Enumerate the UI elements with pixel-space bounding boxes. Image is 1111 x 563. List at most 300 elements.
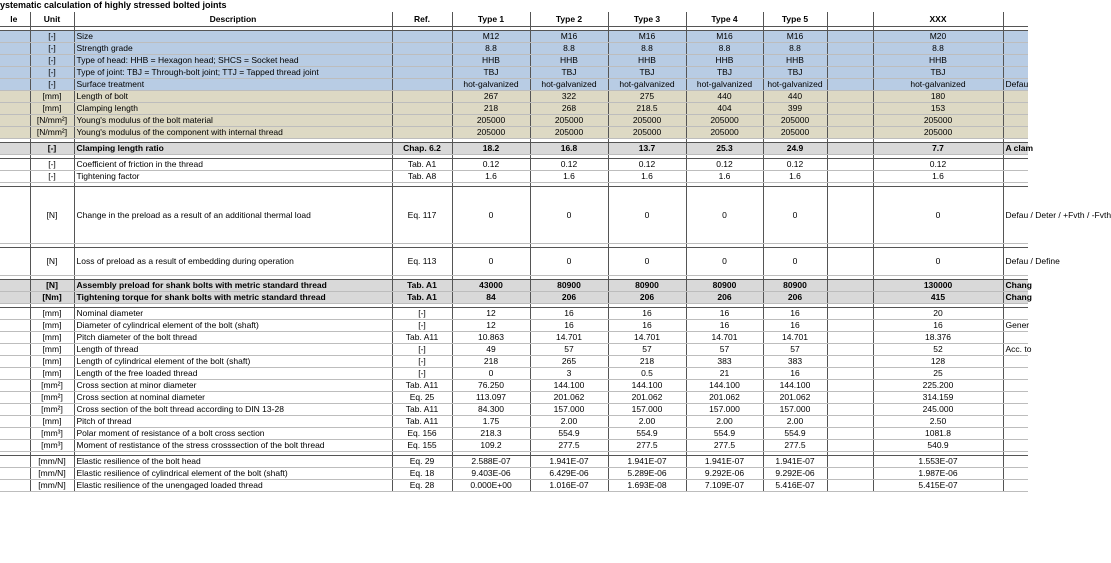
cell-ref[interactable]	[392, 115, 452, 127]
cell-type-5[interactable]: 277.5	[763, 440, 827, 452]
cell-type-1[interactable]: 84.300	[452, 404, 530, 416]
cell-col-gap[interactable]	[827, 79, 873, 91]
cell-type-4[interactable]: 201.062	[686, 392, 763, 404]
cell-col-a[interactable]	[0, 43, 30, 55]
cell-type-1[interactable]: M12	[452, 31, 530, 43]
cell-col-a[interactable]	[0, 159, 30, 171]
cell-type-4[interactable]: 9.292E-06	[686, 468, 763, 480]
cell-col-gap[interactable]	[827, 248, 873, 276]
cell-type-1[interactable]: 18.2	[452, 143, 530, 155]
cell-col-a[interactable]	[0, 368, 30, 380]
cell-type-2[interactable]: hot-galvanized	[530, 79, 608, 91]
cell-type-3[interactable]: 157.000	[608, 404, 686, 416]
cell-type-1[interactable]: 0	[452, 248, 530, 276]
cell-note[interactable]	[1003, 416, 1028, 428]
cell-note[interactable]	[1003, 159, 1028, 171]
cell-note[interactable]	[1003, 356, 1028, 368]
cell-xxx[interactable]: M20	[873, 31, 1003, 43]
cell-type-3[interactable]: 554.9	[608, 428, 686, 440]
cell-description[interactable]: Elastic resilience of the unengaged loaded thread	[74, 480, 392, 492]
header-ref[interactable]: Ref.	[392, 12, 452, 27]
cell-description[interactable]: Length of thread	[74, 344, 392, 356]
cell-ref[interactable]: Eq. 28	[392, 480, 452, 492]
cell-type-3[interactable]: 205000	[608, 115, 686, 127]
cell-ref[interactable]: Tab. A1	[392, 159, 452, 171]
header-unit[interactable]: Unit	[30, 12, 74, 27]
cell-col-a[interactable]	[0, 67, 30, 79]
cell-ref[interactable]	[392, 31, 452, 43]
cell-type-1[interactable]: 76.250	[452, 380, 530, 392]
cell-col-gap[interactable]	[827, 280, 873, 292]
cell-xxx[interactable]: 245.000	[873, 404, 1003, 416]
cell-type-3[interactable]: 0	[608, 248, 686, 276]
cell-ref[interactable]: [-]	[392, 356, 452, 368]
cell-type-1[interactable]: 113.097	[452, 392, 530, 404]
cell-type-3[interactable]: 0.5	[608, 368, 686, 380]
cell-xxx[interactable]: 5.415E-07	[873, 480, 1003, 492]
cell-col-gap[interactable]	[827, 55, 873, 67]
cell-description[interactable]: Cross section at nominal diameter	[74, 392, 392, 404]
header-xxx[interactable]: XXX	[873, 12, 1003, 27]
cell-type-3[interactable]: 16	[608, 320, 686, 332]
cell-xxx[interactable]: hot-galvanized	[873, 79, 1003, 91]
cell-type-5[interactable]: 16	[763, 308, 827, 320]
cell-type-2[interactable]: TBJ	[530, 67, 608, 79]
cell-type-4[interactable]: 0	[686, 187, 763, 244]
cell-type-3[interactable]: M16	[608, 31, 686, 43]
cell-unit[interactable]: [mm/N]	[30, 480, 74, 492]
cell-ref[interactable]	[392, 79, 452, 91]
cell-ref[interactable]: Eq. 155	[392, 440, 452, 452]
cell-type-1[interactable]: 0.12	[452, 159, 530, 171]
cell-type-3[interactable]: 0.12	[608, 159, 686, 171]
cell-type-2[interactable]: 57	[530, 344, 608, 356]
cell-ref[interactable]: Eq. 113	[392, 248, 452, 276]
cell-type-3[interactable]: 1.941E-07	[608, 456, 686, 468]
cell-ref[interactable]: Tab. A11	[392, 416, 452, 428]
cell-ref[interactable]	[392, 55, 452, 67]
cell-unit[interactable]: [N]	[30, 187, 74, 244]
cell-type-2[interactable]: 322	[530, 91, 608, 103]
cell-unit[interactable]: [N]	[30, 248, 74, 276]
cell-unit[interactable]: [N]	[30, 280, 74, 292]
cell-type-5[interactable]: 383	[763, 356, 827, 368]
cell-unit[interactable]: [-]	[30, 143, 74, 155]
cell-col-a[interactable]	[0, 115, 30, 127]
cell-unit[interactable]: [mm/N]	[30, 468, 74, 480]
cell-type-3[interactable]: HHB	[608, 55, 686, 67]
cell-type-5[interactable]: 206	[763, 292, 827, 304]
cell-type-4[interactable]: 144.100	[686, 380, 763, 392]
cell-type-4[interactable]: 8.8	[686, 43, 763, 55]
cell-type-2[interactable]: 8.8	[530, 43, 608, 55]
cell-ref[interactable]: Tab. A8	[392, 171, 452, 183]
cell-note[interactable]	[1003, 480, 1028, 492]
cell-type-4[interactable]: hot-galvanized	[686, 79, 763, 91]
cell-type-2[interactable]: 0.12	[530, 159, 608, 171]
cell-ref[interactable]: Eq. 117	[392, 187, 452, 244]
cell-ref[interactable]	[392, 67, 452, 79]
cell-type-2[interactable]: 205000	[530, 127, 608, 139]
cell-col-a[interactable]	[0, 143, 30, 155]
cell-type-3[interactable]: 16	[608, 308, 686, 320]
cell-type-1[interactable]: TBJ	[452, 67, 530, 79]
cell-type-2[interactable]: 206	[530, 292, 608, 304]
cell-type-3[interactable]: 205000	[608, 127, 686, 139]
cell-type-2[interactable]: 277.5	[530, 440, 608, 452]
cell-note[interactable]: Chang	[1003, 280, 1028, 292]
cell-xxx[interactable]: 0	[873, 248, 1003, 276]
cell-xxx[interactable]: 0	[873, 187, 1003, 244]
cell-type-4[interactable]: 57	[686, 344, 763, 356]
cell-note[interactable]	[1003, 440, 1028, 452]
cell-type-3[interactable]: 1.693E-08	[608, 480, 686, 492]
cell-description[interactable]: Surface treatment	[74, 79, 392, 91]
cell-description[interactable]: Loss of preload as a result of embedding during operation	[74, 248, 392, 276]
cell-col-gap[interactable]	[827, 43, 873, 55]
cell-type-2[interactable]: 14.701	[530, 332, 608, 344]
cell-type-2[interactable]: 16	[530, 308, 608, 320]
cell-description[interactable]: Tightening factor	[74, 171, 392, 183]
cell-type-2[interactable]: 6.429E-06	[530, 468, 608, 480]
cell-xxx[interactable]: 2.50	[873, 416, 1003, 428]
cell-type-5[interactable]: 9.292E-06	[763, 468, 827, 480]
cell-unit[interactable]: [mm]	[30, 103, 74, 115]
cell-type-5[interactable]: 0	[763, 248, 827, 276]
cell-type-5[interactable]: hot-galvanized	[763, 79, 827, 91]
cell-unit[interactable]: [mm]	[30, 368, 74, 380]
cell-unit[interactable]: [-]	[30, 31, 74, 43]
cell-type-1[interactable]: 267	[452, 91, 530, 103]
cell-unit[interactable]: [mm]	[30, 91, 74, 103]
cell-type-4[interactable]: 554.9	[686, 428, 763, 440]
cell-type-1[interactable]: 205000	[452, 115, 530, 127]
cell-description[interactable]: Type of joint: TBJ = Through-bolt joint; TTJ = Tapped thread joint	[74, 67, 392, 79]
cell-ref[interactable]	[392, 43, 452, 55]
cell-unit[interactable]: [Nm]	[30, 292, 74, 304]
cell-xxx[interactable]: 415	[873, 292, 1003, 304]
cell-type-2[interactable]: 205000	[530, 115, 608, 127]
cell-xxx[interactable]: 18.376	[873, 332, 1003, 344]
cell-note[interactable]	[1003, 368, 1028, 380]
cell-col-gap[interactable]	[827, 428, 873, 440]
cell-description[interactable]: Assembly preload for shank bolts with metric standard thread	[74, 280, 392, 292]
cell-unit[interactable]: [-]	[30, 43, 74, 55]
header-type-5[interactable]: Type 5	[763, 12, 827, 27]
cell-xxx[interactable]: 225.200	[873, 380, 1003, 392]
header-col-a[interactable]: le	[0, 12, 30, 27]
cell-col-gap[interactable]	[827, 456, 873, 468]
cell-type-5[interactable]: 205000	[763, 115, 827, 127]
cell-ref[interactable]: [-]	[392, 308, 452, 320]
header-col-gap[interactable]	[827, 12, 873, 27]
cell-type-5[interactable]: 201.062	[763, 392, 827, 404]
cell-col-a[interactable]	[0, 332, 30, 344]
cell-type-2[interactable]: 144.100	[530, 380, 608, 392]
cell-unit[interactable]: [mm²]	[30, 392, 74, 404]
cell-description[interactable]: Length of bolt	[74, 91, 392, 103]
cell-type-1[interactable]: 109.2	[452, 440, 530, 452]
cell-col-a[interactable]	[0, 320, 30, 332]
cell-ref[interactable]	[392, 127, 452, 139]
cell-col-gap[interactable]	[827, 171, 873, 183]
cell-type-3[interactable]: 5.289E-06	[608, 468, 686, 480]
cell-type-3[interactable]: 0	[608, 187, 686, 244]
cell-type-3[interactable]: 206	[608, 292, 686, 304]
cell-type-1[interactable]: 10.863	[452, 332, 530, 344]
cell-col-gap[interactable]	[827, 404, 873, 416]
cell-type-4[interactable]: 205000	[686, 127, 763, 139]
cell-col-gap[interactable]	[827, 332, 873, 344]
cell-type-1[interactable]: 1.6	[452, 171, 530, 183]
cell-type-3[interactable]: 275	[608, 91, 686, 103]
cell-type-4[interactable]: 7.109E-07	[686, 480, 763, 492]
cell-type-1[interactable]: 218	[452, 103, 530, 115]
header-type-1[interactable]: Type 1	[452, 12, 530, 27]
cell-type-2[interactable]: 0	[530, 187, 608, 244]
cell-ref[interactable]	[392, 103, 452, 115]
cell-col-gap[interactable]	[827, 380, 873, 392]
cell-xxx[interactable]: 180	[873, 91, 1003, 103]
cell-xxx[interactable]: 8.8	[873, 43, 1003, 55]
cell-type-4[interactable]: 383	[686, 356, 763, 368]
header-note[interactable]	[1003, 12, 1028, 27]
cell-ref[interactable]	[392, 91, 452, 103]
cell-description[interactable]: Moment of restistance of the stress crosssection of the bolt thread	[74, 440, 392, 452]
cell-ref[interactable]: [-]	[392, 320, 452, 332]
cell-type-1[interactable]: 84	[452, 292, 530, 304]
cell-type-1[interactable]: 218.3	[452, 428, 530, 440]
cell-type-2[interactable]: 16.8	[530, 143, 608, 155]
cell-description[interactable]: Strength grade	[74, 43, 392, 55]
cell-xxx[interactable]: 205000	[873, 115, 1003, 127]
cell-type-5[interactable]: 440	[763, 91, 827, 103]
cell-col-a[interactable]	[0, 404, 30, 416]
cell-type-4[interactable]: M16	[686, 31, 763, 43]
cell-type-3[interactable]: 57	[608, 344, 686, 356]
header-type-4[interactable]: Type 4	[686, 12, 763, 27]
cell-type-5[interactable]: 80900	[763, 280, 827, 292]
cell-type-4[interactable]: HHB	[686, 55, 763, 67]
cell-type-5[interactable]: 57	[763, 344, 827, 356]
cell-description[interactable]: Length of cylindrical element of the bolt (shaft)	[74, 356, 392, 368]
cell-type-3[interactable]: 8.8	[608, 43, 686, 55]
cell-col-gap[interactable]	[827, 91, 873, 103]
cell-description[interactable]: Diameter of cylindrical element of the bolt (shaft)	[74, 320, 392, 332]
cell-ref[interactable]: Chap. 6.2	[392, 143, 452, 155]
cell-type-5[interactable]: 0.12	[763, 159, 827, 171]
cell-type-4[interactable]: 1.941E-07	[686, 456, 763, 468]
cell-note[interactable]	[1003, 332, 1028, 344]
cell-col-a[interactable]	[0, 171, 30, 183]
cell-unit[interactable]: [-]	[30, 67, 74, 79]
cell-description[interactable]: Pitch diameter of the bolt thread	[74, 332, 392, 344]
cell-type-1[interactable]: hot-galvanized	[452, 79, 530, 91]
cell-unit[interactable]: [mm²]	[30, 380, 74, 392]
cell-type-2[interactable]: 554.9	[530, 428, 608, 440]
cell-type-2[interactable]: 265	[530, 356, 608, 368]
cell-type-2[interactable]: 80900	[530, 280, 608, 292]
cell-type-4[interactable]: 21	[686, 368, 763, 380]
cell-type-2[interactable]: 0	[530, 248, 608, 276]
cell-type-2[interactable]: 16	[530, 320, 608, 332]
cell-xxx[interactable]: 25	[873, 368, 1003, 380]
cell-type-2[interactable]: 1.016E-07	[530, 480, 608, 492]
cell-note[interactable]	[1003, 392, 1028, 404]
cell-type-2[interactable]: 1.941E-07	[530, 456, 608, 468]
cell-xxx[interactable]: 52	[873, 344, 1003, 356]
cell-type-4[interactable]: 16	[686, 308, 763, 320]
cell-note[interactable]	[1003, 456, 1028, 468]
cell-xxx[interactable]: 0.12	[873, 159, 1003, 171]
cell-xxx[interactable]: 205000	[873, 127, 1003, 139]
header-type-3[interactable]: Type 3	[608, 12, 686, 27]
cell-description[interactable]: Length of the free loaded thread	[74, 368, 392, 380]
cell-col-a[interactable]	[0, 468, 30, 480]
cell-col-a[interactable]	[0, 280, 30, 292]
cell-type-4[interactable]: 0.12	[686, 159, 763, 171]
cell-description[interactable]: Clamping length ratio	[74, 143, 392, 155]
cell-ref[interactable]: Eq. 18	[392, 468, 452, 480]
cell-col-gap[interactable]	[827, 67, 873, 79]
cell-xxx[interactable]: 7.7	[873, 143, 1003, 155]
cell-note[interactable]	[1003, 308, 1028, 320]
cell-type-4[interactable]: 2.00	[686, 416, 763, 428]
cell-xxx[interactable]: 314.159	[873, 392, 1003, 404]
cell-note[interactable]	[1003, 31, 1028, 43]
cell-ref[interactable]: Eq. 156	[392, 428, 452, 440]
cell-unit[interactable]: [mm³]	[30, 428, 74, 440]
cell-type-1[interactable]: 0.000E+00	[452, 480, 530, 492]
cell-col-gap[interactable]	[827, 440, 873, 452]
cell-xxx[interactable]: 20	[873, 308, 1003, 320]
cell-col-a[interactable]	[0, 416, 30, 428]
cell-type-3[interactable]: 201.062	[608, 392, 686, 404]
cell-col-a[interactable]	[0, 91, 30, 103]
cell-col-gap[interactable]	[827, 480, 873, 492]
cell-note[interactable]	[1003, 55, 1028, 67]
cell-type-2[interactable]: M16	[530, 31, 608, 43]
cell-description[interactable]: Coefficient of friction in the thread	[74, 159, 392, 171]
cell-col-gap[interactable]	[827, 308, 873, 320]
cell-col-a[interactable]	[0, 31, 30, 43]
cell-col-a[interactable]	[0, 344, 30, 356]
cell-type-4[interactable]: 25.3	[686, 143, 763, 155]
cell-xxx[interactable]: TBJ	[873, 67, 1003, 79]
cell-note[interactable]	[1003, 127, 1028, 139]
cell-col-a[interactable]	[0, 440, 30, 452]
cell-type-2[interactable]: 201.062	[530, 392, 608, 404]
cell-type-2[interactable]: 2.00	[530, 416, 608, 428]
cell-col-gap[interactable]	[827, 159, 873, 171]
cell-type-5[interactable]: 16	[763, 368, 827, 380]
cell-type-5[interactable]: TBJ	[763, 67, 827, 79]
cell-unit[interactable]: [mm]	[30, 356, 74, 368]
cell-ref[interactable]: Eq. 29	[392, 456, 452, 468]
cell-type-3[interactable]: 2.00	[608, 416, 686, 428]
cell-ref[interactable]: Tab. A1	[392, 292, 452, 304]
cell-description[interactable]: Elastic resilience of the bolt head	[74, 456, 392, 468]
cell-xxx[interactable]: 1.987E-06	[873, 468, 1003, 480]
cell-type-2[interactable]: HHB	[530, 55, 608, 67]
cell-type-1[interactable]: 49	[452, 344, 530, 356]
cell-type-1[interactable]: 218	[452, 356, 530, 368]
cell-type-3[interactable]: 13.7	[608, 143, 686, 155]
cell-type-5[interactable]: 399	[763, 103, 827, 115]
cell-type-5[interactable]: 205000	[763, 127, 827, 139]
cell-ref[interactable]: [-]	[392, 344, 452, 356]
cell-description[interactable]: Cross section of the bolt thread according to DIN 13-28	[74, 404, 392, 416]
cell-type-4[interactable]: 80900	[686, 280, 763, 292]
cell-col-a[interactable]	[0, 456, 30, 468]
cell-type-5[interactable]: HHB	[763, 55, 827, 67]
cell-col-gap[interactable]	[827, 143, 873, 155]
cell-note[interactable]: Defau / Define	[1003, 248, 1028, 276]
cell-note[interactable]	[1003, 428, 1028, 440]
cell-note[interactable]	[1003, 43, 1028, 55]
cell-note[interactable]: Gener	[1003, 320, 1028, 332]
cell-ref[interactable]: [-]	[392, 368, 452, 380]
cell-type-2[interactable]: 268	[530, 103, 608, 115]
cell-col-a[interactable]	[0, 248, 30, 276]
cell-col-a[interactable]	[0, 187, 30, 244]
cell-unit[interactable]: [mm]	[30, 344, 74, 356]
cell-note[interactable]: Chang	[1003, 292, 1028, 304]
cell-note[interactable]	[1003, 404, 1028, 416]
cell-type-3[interactable]: hot-galvanized	[608, 79, 686, 91]
cell-col-gap[interactable]	[827, 392, 873, 404]
cell-type-5[interactable]: 157.000	[763, 404, 827, 416]
cell-type-5[interactable]: 2.00	[763, 416, 827, 428]
cell-xxx[interactable]: 1.6	[873, 171, 1003, 183]
cell-type-1[interactable]: 1.75	[452, 416, 530, 428]
cell-type-5[interactable]: 8.8	[763, 43, 827, 55]
cell-type-5[interactable]: M16	[763, 31, 827, 43]
cell-type-4[interactable]: TBJ	[686, 67, 763, 79]
cell-ref[interactable]: Tab. A11	[392, 380, 452, 392]
cell-unit[interactable]: [mm²]	[30, 404, 74, 416]
cell-type-4[interactable]: 277.5	[686, 440, 763, 452]
cell-unit[interactable]: [N/mm²]	[30, 127, 74, 139]
cell-ref[interactable]: Tab. A11	[392, 404, 452, 416]
cell-type-4[interactable]: 157.000	[686, 404, 763, 416]
cell-col-gap[interactable]	[827, 320, 873, 332]
cell-type-5[interactable]: 16	[763, 320, 827, 332]
cell-note[interactable]: A clam	[1003, 143, 1028, 155]
cell-type-3[interactable]: 218.5	[608, 103, 686, 115]
cell-col-a[interactable]	[0, 480, 30, 492]
cell-type-3[interactable]: 14.701	[608, 332, 686, 344]
cell-xxx[interactable]: 130000	[873, 280, 1003, 292]
cell-col-a[interactable]	[0, 380, 30, 392]
cell-unit[interactable]: [-]	[30, 159, 74, 171]
cell-note[interactable]	[1003, 91, 1028, 103]
cell-col-a[interactable]	[0, 292, 30, 304]
cell-note[interactable]: Acc. to	[1003, 344, 1028, 356]
cell-col-gap[interactable]	[827, 187, 873, 244]
cell-note[interactable]	[1003, 171, 1028, 183]
cell-type-2[interactable]: 3	[530, 368, 608, 380]
cell-type-5[interactable]: 1.6	[763, 171, 827, 183]
cell-description[interactable]: Type of head: HHB = Hexagon head; SHCS = Socket head	[74, 55, 392, 67]
cell-note[interactable]	[1003, 103, 1028, 115]
cell-type-4[interactable]: 14.701	[686, 332, 763, 344]
cell-col-gap[interactable]	[827, 468, 873, 480]
cell-note[interactable]	[1003, 380, 1028, 392]
cell-unit[interactable]: [N/mm²]	[30, 115, 74, 127]
cell-type-3[interactable]: 218	[608, 356, 686, 368]
cell-type-5[interactable]: 5.416E-07	[763, 480, 827, 492]
